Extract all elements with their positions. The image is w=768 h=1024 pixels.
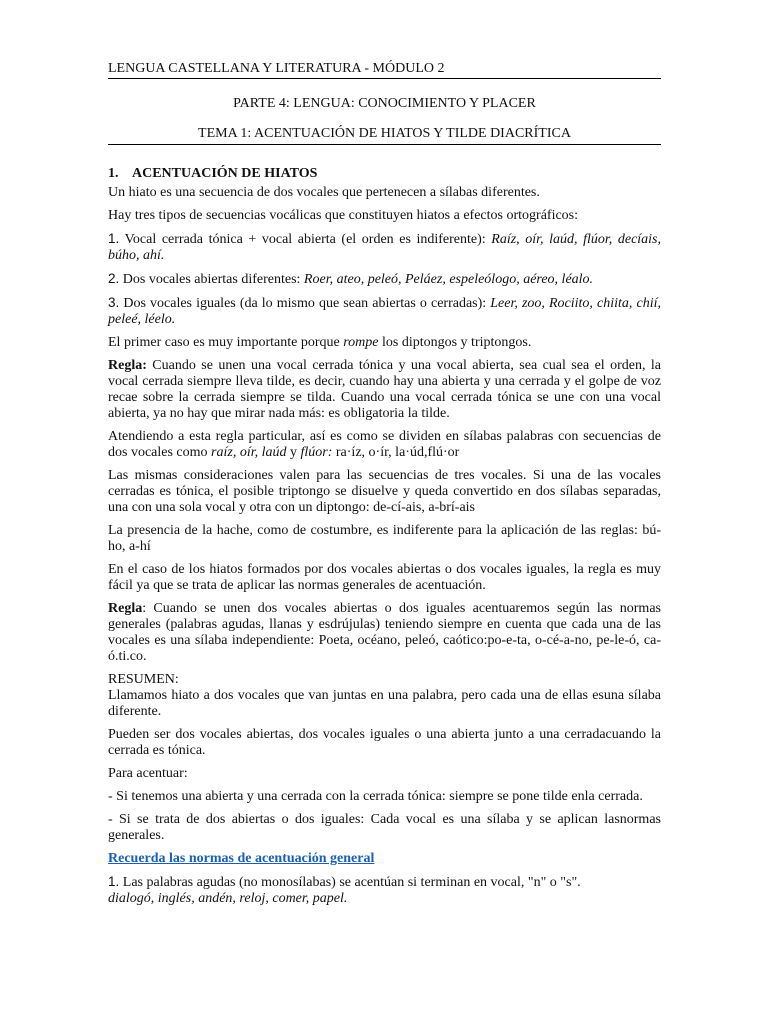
list-number: 2.	[108, 271, 120, 286]
part-heading: PARTE 4: LENGUA: CONOCIMIENTO Y PLACER	[233, 96, 536, 111]
recuerda-link[interactable]: Recuerda las normas de acentuación general	[108, 851, 375, 866]
examples: flúor:	[300, 445, 333, 460]
rule-label: Regla	[108, 601, 143, 616]
type-examples: Raíz, oír, laúd, flúor, decíais, búho, ahí.	[108, 232, 662, 263]
hiato-type-2	[108, 271, 661, 288]
topic-heading: TEMA 1: ACENTUACIÓN DE HIATOS Y TILDE DIACRÍTICA	[108, 126, 661, 145]
examples: raíz, oír, laúd	[211, 445, 287, 460]
list-number: 1.	[108, 874, 120, 889]
intro-paragraph-2: Hay tres tipos de secuencias vocálicas que constituyen hiatos a efectos ortográficos:	[108, 208, 579, 223]
emphasis: rompe	[343, 335, 379, 350]
primer-caso-paragraph	[108, 335, 661, 351]
summary-title: RESUMEN:	[108, 672, 179, 687]
type-examples: Roer, ateo, peleó, Peláez, espeleólogo, aéreo, léalo.	[303, 272, 594, 287]
rule-paragraph-2	[108, 601, 661, 665]
rule-text: : Cuando se unen dos vocales abiertas o dos iguales acentuaremos según las normas generales (palabras agudas, llanas y esdrújulas) teniendo siempre en cuenta que cada una de las vocales es una sílaba independiente: Poeta, océano, peleó, caótico:po-e-ta, o-cé-a-no, pe-le-ó, ca-ó.ti.co.	[108, 601, 661, 664]
agudas-rule	[108, 874, 661, 891]
type-text: Dos vocales abiertas diferentes:	[122, 272, 304, 287]
rule-label: Regla:	[108, 358, 147, 373]
section-title: ACENTUACIÓN DE HIATOS	[132, 166, 318, 181]
recuerda-line	[108, 851, 661, 867]
hiato-type-1	[108, 231, 661, 264]
agudas-text: Las palabras agudas (no monosílabas) se acentúan si terminan en vocal, "n" o "s".	[122, 875, 581, 890]
atendiendo-paragraph	[108, 429, 661, 461]
summary-paragraph-5: - Si se trata de dos abiertas o dos iguales: Cada vocal es una sílaba y se aplican lasnormas generales.	[108, 812, 661, 843]
text-run: Atendiendo a esta regla particular, así es como se dividen en sílabas palabras con secuencias de dos vocales como	[108, 429, 661, 460]
section-heading	[108, 166, 661, 182]
rule-paragraph-1	[108, 358, 661, 422]
type-examples: Leer, zoo, Rociito, chiita, chií, peleé, léelo.	[108, 296, 661, 327]
open-vowels-paragraph: En el caso de los hiatos formados por dos vocales abiertas o dos vocales iguales, la regla es muy fácil ya que se trata de aplicar las normas generales de acentuación.	[108, 562, 661, 593]
text-run: ra·íz, o·ír, la·úd,flú·or	[332, 445, 460, 460]
document-body	[108, 166, 661, 914]
text-run: y	[286, 445, 301, 460]
text-run: El primer caso es muy importante porque	[108, 335, 344, 350]
summary-paragraph-2: Pueden ser dos vocales abiertas, dos vocales iguales o una abierta junto a una cerradacuando la cerrada es tónica.	[108, 727, 661, 758]
intro-paragraph-1: Un hiato es una secuencia de dos vocales que pertenecen a sílabas diferentes.	[108, 185, 540, 200]
summary-paragraph-1: Llamamos hiato a dos vocales que van juntas en una palabra, pero cada una de ellas esuna sílaba diferente.	[108, 688, 661, 719]
section-number: 1.	[108, 166, 119, 181]
type-text: Dos vocales iguales (da lo mismo que sean abiertas o cerradas):	[123, 296, 491, 311]
agudas-examples: dialogó, inglés, andén, reloj, comer, papel.	[108, 891, 348, 906]
type-text: Vocal cerrada tónica + vocal abierta (el orden es indiferente):	[124, 232, 492, 247]
hache-paragraph: La presencia de la hache, como de costumbre, es indiferente para la aplicación de las reglas: bú-ho, a-hí	[108, 523, 661, 554]
text-run: los diptongos y triptongos.	[378, 335, 532, 350]
summary-paragraph-4: - Si tenemos una abierta y una cerrada con la cerrada tónica: siempre se pone tilde enla cerrada.	[108, 789, 643, 804]
summary-paragraph-3: Para acentuar:	[108, 766, 188, 781]
hiato-type-3	[108, 295, 661, 328]
list-number: 3.	[108, 295, 120, 310]
running-header: LENGUA CASTELLANA Y LITERATURA - MÓDULO 2	[108, 61, 661, 79]
list-number: 1.	[108, 231, 120, 246]
three-vowels-paragraph: Las mismas consideraciones valen para las secuencias de tres vocales. Si una de las vocales cerradas es tónica, el posible triptongo se disuelve y queda convertido en dos sílabas separadas, una con una sola vocal y otra con un diptongo: de-cí-ais, a-brí-ais	[108, 468, 661, 515]
rule-text: Cuando se unen una vocal cerrada tónica y una vocal abierta, sea cual sea el orden, la vocal cerrada siempre lleva tilde, es decir, cuando hay una abierta y una cerrada y el golpe de voz recae sobre la cerrada siempre se tilda. Cuando una vocal cerrada tónica se une con una vocal abierta, ya no hay que mirar nada más: es obligatoria la tilde.	[108, 358, 661, 421]
